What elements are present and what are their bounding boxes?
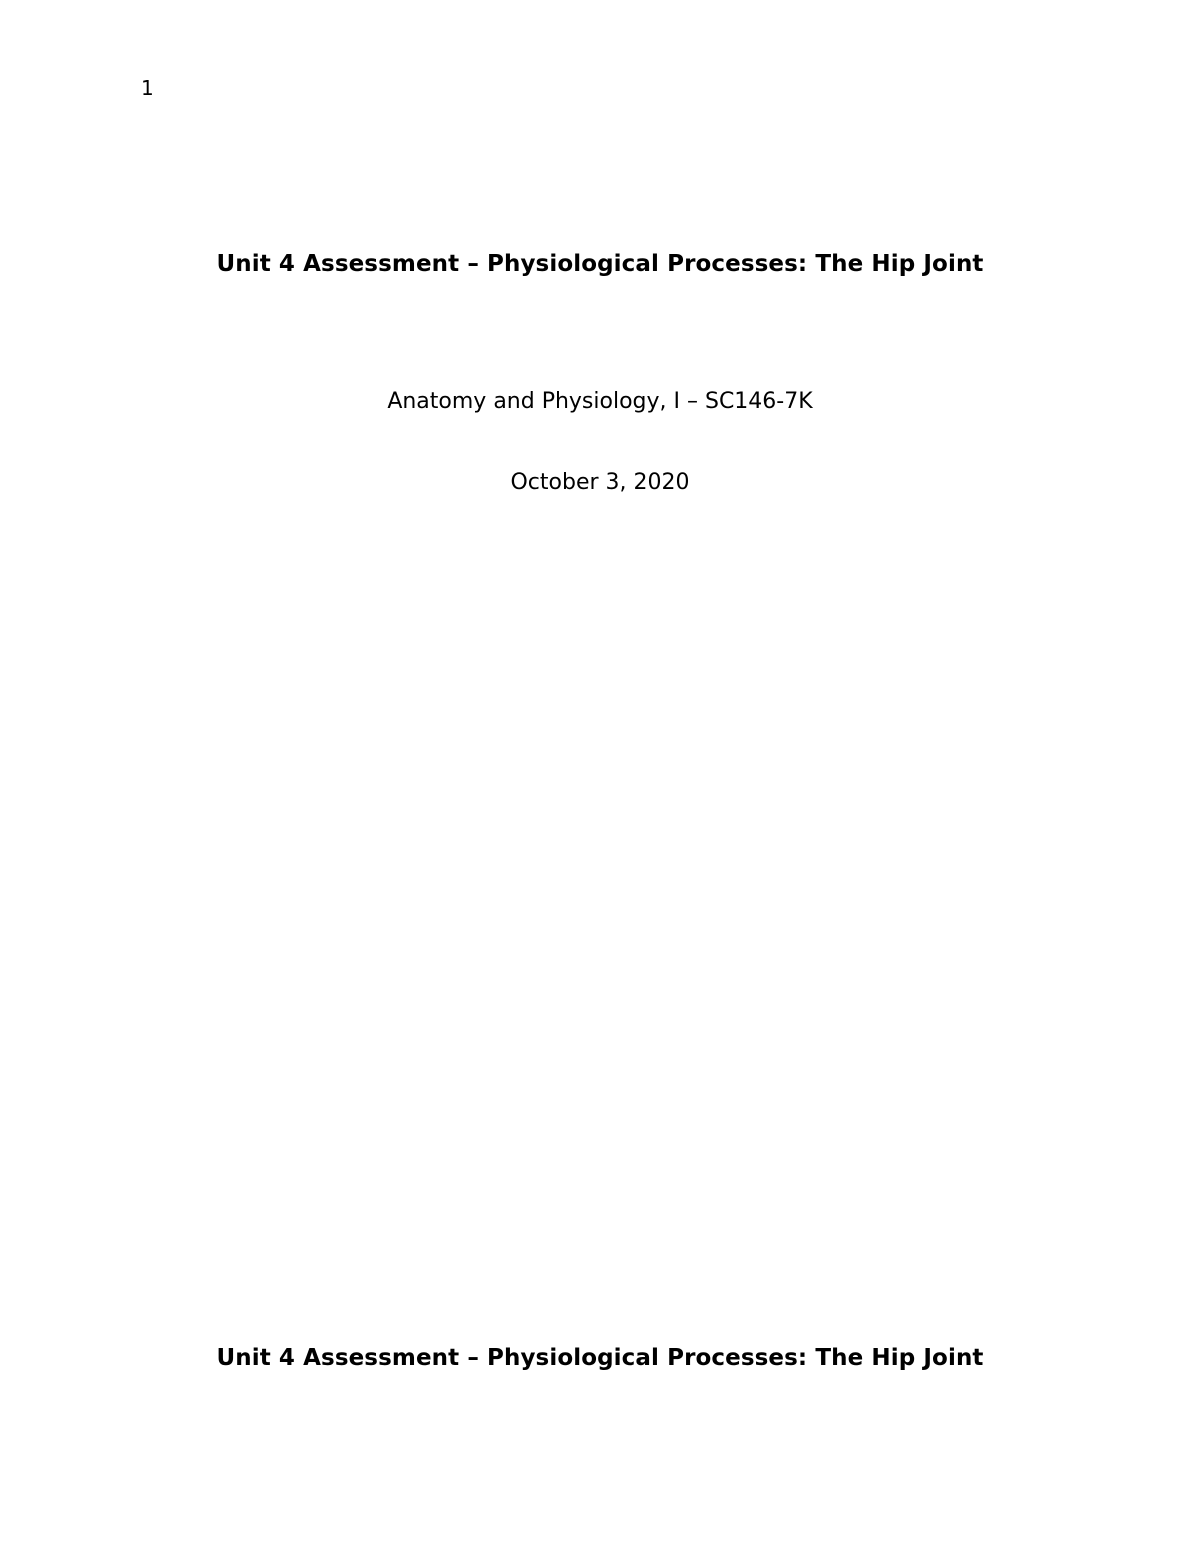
course-name: Anatomy and Physiology, I – SC146-7K — [387, 389, 813, 414]
submission-date: October 3, 2020 — [510, 470, 690, 495]
title-page-heading: Unit 4 Assessment – Physiological Processes: The Hip Joint — [216, 251, 984, 277]
page-number: 1 — [141, 76, 154, 100]
body-heading: Unit 4 Assessment – Physiological Processes: The Hip Joint — [216, 1345, 984, 1371]
